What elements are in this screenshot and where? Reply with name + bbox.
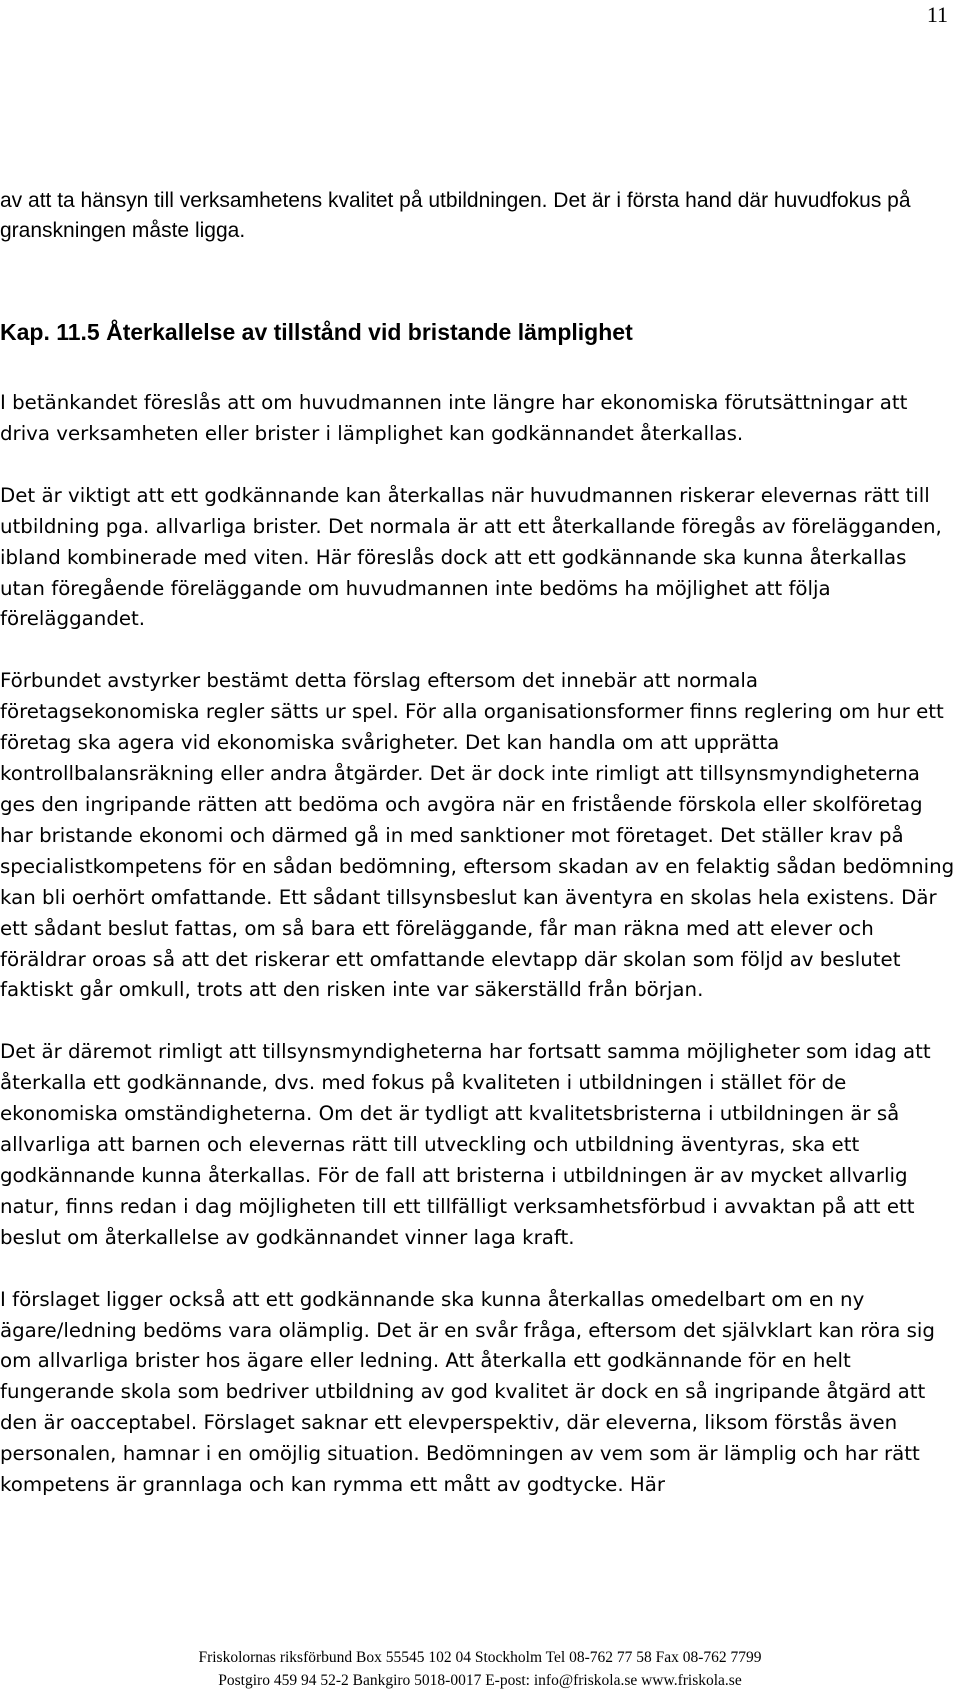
body-text [0,388,956,1532]
paragraph: I betänkandet föreslås att om huvudmannen inte längre har ekonomiska förutsättningar att driva verksamheten eller brister i lämplighet kan godkännandet återkallas. [0,391,908,445]
page-number: 11 [926,2,948,27]
section-heading: Kap. 11.5 Återkallelse av tillstånd vid bristande lämplighet [0,319,633,345]
paragraph: I förslaget ligger också att ett godkännande ska kunna återkallas omedelbart om en ny ägare/ledning bedöms vara olämplig. Det är en svår fråga, eftersom det självklart kan röra sig om allvarliga brister hos ägare eller ledning. Att återkalla ett godkännande för en helt fungerande skola som bedriver utbildning av god kvalitet är dock en så ingripande åtgärd att den är oacceptabel. Förslaget saknar ett elevperspektiv, där eleverna, liksom förstås även personalen, hamnar i en omöjlig situation. Bedömningen av vem som är lämplig och har rätt kompetens är grannlaga och kan rymma ett mått av godtycke. Här [0,1287,935,1497]
footer-address: Friskolornas riksförbund Box 55545 102 04 Stockholm Tel 08-762 77 58 Fax 08-762 7799 [198,1649,762,1666]
paragraph: Det är däremot rimligt att tillsynsmyndigheterna har fortsatt samma möjligheter som idag att återkalla ett godkännande, dvs. med fokus på kvaliteten i utbildningen i stället för de ekonomiska omständigheterna. Om det är tydligt att kvalitetsbristerna i utbildningen är så allvarliga att barnen och elevernas rätt till utveckling och utbildning äventyras, ska ett godkännande kunna återkallas. För de fall att bristerna i utbildningen är av mycket allvarlig natur, finns redan i dag möjligheten till ett tillfälligt verksamhetsförbud i avvaktan på att ett beslut om återkallelse av godkännandet vinner laga kraft. [0,1040,931,1249]
footer-contact: Postgiro 459 94 52-2 Bankgiro 5018-0017 E-post: info@friskola.se www.friskola.se [218,1672,742,1689]
page-footer [0,1646,960,1692]
paragraph: Förbundet avstyrker bestämt detta förslag eftersom det innebär att normala företagsekonomiska regler sätts ur spel. För alla organisationsformer finns reglering om hur ett företag ska agera vid ekonomiska svårigheter. Det kan handla om att upprätta kontrollbalansräkning eller andra åtgärder. Det är dock inte rimligt att tillsynsmyndigheterna ges den ingripande rätten att bedöma och avgöra när en fristående förskola eller skolföretag har bristande ekonomi och därmed gå in med sanktioner mot företaget. Det ställer krav på specialistkompetens för en sådan bedömning, eftersom skadan av en felaktig sådan bedömning kan bli oerhört omfattande. Ett sådant tillsynsbeslut kan äventyra en skolas hela existens. Där ett sådant beslut fattas, om så bara ett föreläggande, får man räkna med att elever och föräldrar oroas så att det riskerar ett omfattande elevtapp där skolan som följd av beslutet faktiskt går omkull, trots att den risken inte var säkerställd från början. [0,669,955,1002]
paragraph: Det är viktigt att ett godkännande kan återkallas när huvudmannen riskerar elevernas rätt till utbildning pga. allvarliga brister. Det normala är att ett återkallande föregås av förelägganden, ibland kombinerade med viten. Här föreslås dock att ett godkännande ska kunna återkallas utan föregående föreläggande om huvudmannen inte bedöms ha möjlighet att följa föreläggandet. [0,483,942,631]
intro-text: av att ta hänsyn till verksamhetens kvalitet på utbildningen. Det är i första hand där huvudfokus på granskningen måste ligga. [0,189,911,242]
